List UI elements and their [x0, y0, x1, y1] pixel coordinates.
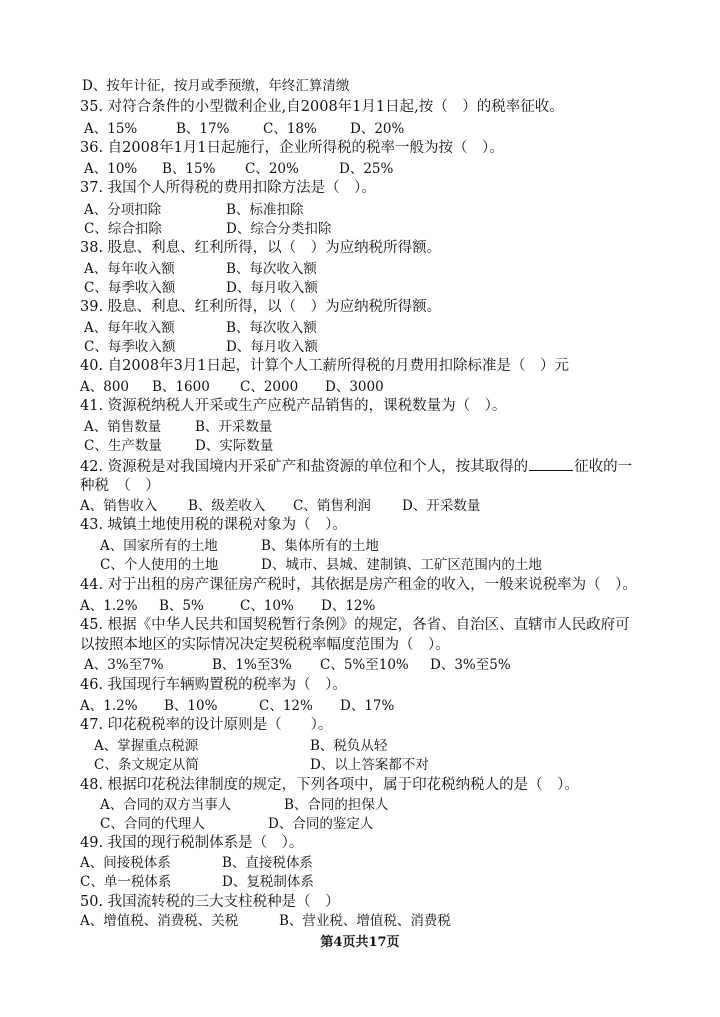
option-a: A、3%至7% — [84, 657, 164, 673]
option-a: A、分项扣除 — [84, 202, 162, 218]
question-35: 35. 对符合条件的小型微利企业,自2008年1月1日起,按（ ）的税率征收。 — [80, 99, 564, 115]
option-c: C、合同的代理人 — [100, 816, 205, 832]
option-c: C、个人使用的土地 — [100, 557, 219, 573]
question-49: 49. 我国的现行税制体系是（ ）。 — [80, 835, 304, 851]
question-42-text-end: 征收的一 — [574, 459, 633, 475]
option-a: A、每年收入额 — [84, 261, 175, 277]
option-a: A、15% — [84, 121, 138, 137]
question-38-options-row1 — [84, 260, 684, 278]
option-c: C、20% — [245, 161, 299, 177]
option-b: B、1%至3% — [212, 657, 292, 673]
question-36-options — [84, 160, 684, 178]
option-a: A、10% — [84, 161, 138, 177]
question-41-options-row2 — [84, 437, 684, 455]
option-b: B、每次收入额 — [226, 320, 317, 336]
option-a: A、800 — [80, 379, 130, 395]
option-b: B、15% — [162, 161, 216, 177]
option-d: D、实际数量 — [195, 438, 274, 454]
option-b: B、17% — [176, 121, 230, 137]
option-d: D、城市、县城、建制镇、工矿区范围内的土地 — [261, 557, 542, 573]
option-d: D、17% — [340, 698, 395, 714]
option-a: A、1.2% — [80, 698, 138, 714]
option-a: A、每年收入额 — [84, 320, 175, 336]
option-d: D、3000 — [325, 379, 384, 395]
question-48-options-row2 — [100, 815, 700, 833]
question-40: 40. 自2008年3月1日起，计算个人工薪所得税的月费用扣除标准是（ ）元 — [80, 358, 570, 374]
question-38: 38. 股息、利息、红利所得，以（ ）为应纳税所得额。 — [80, 240, 442, 256]
question-44: 44. 对于出租的房产课征房产税时，其依据是房产租金的收入，一般来说税率为（ ）。 — [80, 577, 637, 593]
question-42-text: 42. 资源税是对我国境内开采矿产和盐资源的单位和个人，按其取得的 — [80, 459, 529, 475]
option-b: B、10% — [164, 698, 218, 714]
option-c: C、生产数量 — [84, 438, 162, 454]
option-c: C、销售利润 — [293, 498, 371, 514]
question-43: 43. 城镇土地使用税的课税对象为（ ）。 — [80, 517, 347, 533]
option-d: D、以上答案都不对 — [310, 757, 429, 773]
option-d: D、复税制体系 — [222, 874, 314, 890]
option-b: B、合同的担保人 — [284, 797, 389, 813]
option-c: C、每季收入额 — [84, 339, 176, 355]
option-a: A、间接税体系 — [80, 855, 171, 871]
question-48: 48. 根据印花税法律制度的规定，下列各项中，属于印花税纳税人的是（ ）。 — [80, 777, 579, 793]
option-b: B、标准扣除 — [226, 202, 304, 218]
question-44-options — [80, 597, 680, 615]
question-39: 39. 股息、利息、红利所得，以（ ）为应纳税所得额。 — [80, 299, 442, 315]
option-d: D、25% — [339, 161, 394, 177]
option-d: D、综合分类扣除 — [226, 221, 332, 237]
option-b: B、级差收入 — [188, 498, 266, 514]
question-50-options — [80, 912, 680, 930]
option-d: D、20% — [350, 121, 405, 137]
option-a: A、1.2% — [80, 598, 138, 614]
option-c: C、12% — [259, 698, 313, 714]
question-47-options-row2 — [94, 756, 694, 774]
question-45-options — [84, 656, 684, 674]
question-42 — [80, 457, 632, 476]
option-b: B、直接税体系 — [222, 855, 313, 871]
option-d: D、每月收入额 — [226, 280, 318, 296]
question-50: 50. 我国流转税的三大支柱税种是（ ） — [80, 894, 340, 910]
option-d: D、合同的鉴定人 — [268, 816, 374, 832]
question-48-options-row1 — [100, 796, 700, 814]
option-c: C、18% — [263, 121, 317, 137]
option-c: C、每季收入额 — [84, 280, 176, 296]
option-a: A、销售收入 — [80, 498, 158, 514]
option-b: B、开采数量 — [195, 419, 273, 435]
option-a: A、销售数量 — [84, 419, 162, 435]
option-c: C、条文规定从简 — [94, 757, 199, 773]
option-a: A、合同的双方当事人 — [100, 797, 232, 813]
prev-option-d: D、按年计征，按月或季预缴，年终汇算清缴 — [82, 78, 350, 94]
option-c: C、单一税体系 — [80, 874, 172, 890]
question-47-options-row1 — [94, 737, 694, 755]
question-49-options-row1 — [80, 854, 680, 872]
question-45: 45. 根据《中华人民共和国契税暂行条例》的规定，各省、自治区、直辖市人民政府可 — [80, 617, 630, 633]
page-number-footer: 第4页共17页 — [320, 935, 400, 950]
option-c: C、5%至10% — [320, 657, 409, 673]
option-b: B、税负从轻 — [310, 738, 388, 754]
question-47: 47. 印花税税率的设计原则是（ ）。 — [80, 717, 333, 733]
option-b: B、每次收入额 — [226, 261, 317, 277]
option-b: B、1600 — [152, 379, 210, 395]
option-d: D、每月收入额 — [226, 339, 318, 355]
question-49-options-row2 — [80, 873, 680, 891]
question-36: 36. 自2008年1月1日起施行，企业所得税的税率一般为按（ ）。 — [80, 140, 504, 156]
option-b: B、营业税、增值税、消费税 — [279, 913, 451, 929]
option-d: D、开采数量 — [402, 498, 481, 514]
question-45-continued: 以按照本地区的实际情况决定契税税率幅度范围为（ ）。 — [80, 637, 450, 653]
option-c: C、2000 — [240, 379, 299, 395]
question-39-options-row1 — [84, 319, 684, 337]
question-40-options — [80, 378, 680, 396]
question-46-options — [80, 697, 680, 715]
answer-blank — [529, 457, 573, 471]
option-c: C、10% — [240, 598, 294, 614]
option-a: A、国家所有的土地 — [100, 538, 218, 554]
option-b: B、集体所有的土地 — [261, 538, 379, 554]
question-43-options-row2 — [100, 556, 700, 574]
question-37-options-row1 — [84, 201, 684, 219]
question-46: 46. 我国现行车辆购置税的税率为（ ）。 — [80, 677, 347, 693]
question-39-options-row2 — [84, 338, 684, 356]
option-d: D、12% — [321, 598, 376, 614]
question-35-options — [84, 120, 684, 138]
question-42-continued: 种税 （ ） — [80, 478, 160, 494]
question-43-options-row1 — [100, 537, 700, 555]
option-a: A、增值税、消费税、关税 — [80, 913, 239, 929]
question-37-options-row2 — [84, 220, 684, 238]
question-38-options-row2 — [84, 279, 684, 297]
question-41-options-row1 — [84, 418, 684, 436]
question-41: 41. 资源税纳税人开采或生产应税产品销售的，课税数量为（ ）。 — [80, 398, 507, 414]
question-37: 37. 我国个人所得税的费用扣除方法是（ ）。 — [80, 180, 376, 196]
option-a: A、掌握重点税源 — [94, 738, 199, 754]
question-42-options — [80, 497, 680, 515]
option-d: D、3%至5% — [430, 657, 511, 673]
option-b: B、5% — [159, 598, 204, 614]
option-c: C、综合扣除 — [84, 221, 162, 237]
